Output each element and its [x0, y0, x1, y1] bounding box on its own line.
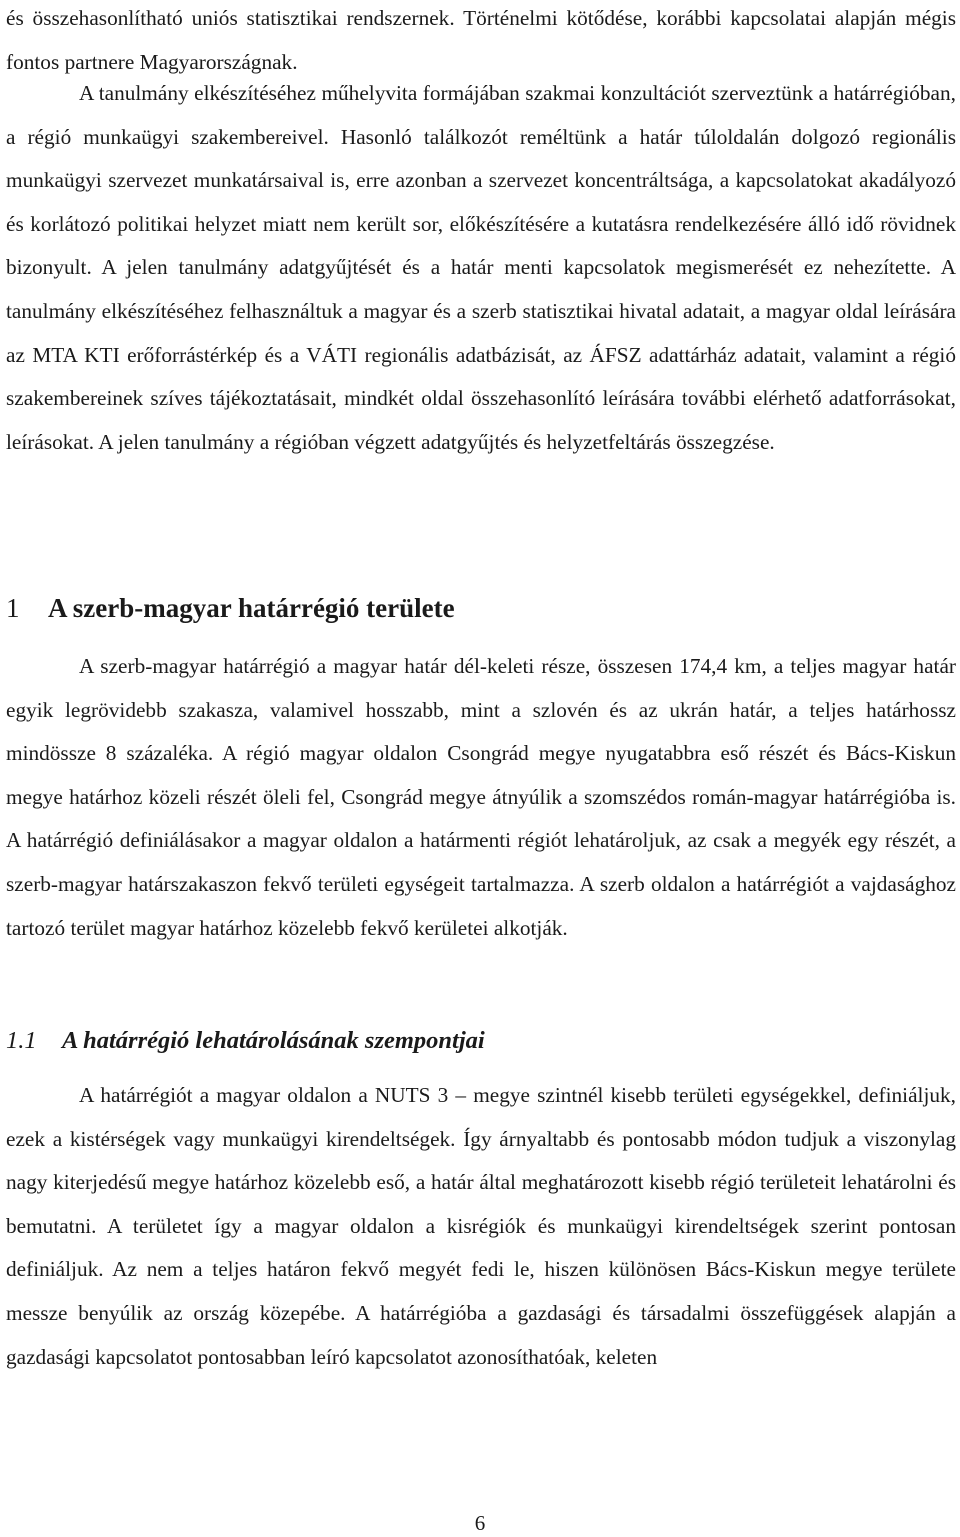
section-number: 1 [6, 593, 20, 623]
page-number: 6 [474, 1511, 486, 1535]
paragraph-delimitation: A határrégiót a magyar oldalon a NUTS 3 – megye szintnél kisebb területi egységekkel, definiáljuk, ezek a kistérségek vagy munkaügyi kirendeltségek. Így árnyaltabb és pontosabb módon tudjuk a viszonylag nagy kiterjedésű megye határhoz közelebb eső, a határ által meghatározott kisebb régió területeit lehatárolni és bemutatni. A területet így a magyar oldalon a kisrégiók és munkaügyi kirendeltségek szerint pontosan definiáljuk. Az nem a teljes határon fekvő megyét fedi le, hiszen különösen Bács-Kiskun megye területe messze benyúlik az ország közepébe. A határrégióba a gazdasági és társadalmi összefüggések alapján a gazdasági kapcsolatot pontosabban leíró kapcsolatot azonosíthatóak, keleten [6, 1083, 956, 1369]
section-heading-1 [6, 588, 455, 628]
subsection-heading-1-1 [6, 1021, 485, 1061]
paragraph-methodology: A tanulmány elkészítéséhez műhelyvita formájában szakmai konzultációt szerveztünk a határrégióban, a régió munkaügyi szakembereivel. Hasonló találkozót reméltünk a határ túloldalán dolgozó regionális munkaügyi szervezet munkatársaival is, erre azonban a szervezet koncentráltsága, a kapcsolatokat akadályozó és korlátozó politikai helyzet miatt nem került sor, előkészítésére a kutatásra rendelkezésére álló idő rövidnek bizonyult. A jelen tanulmány adatgyűjtését és a határ menti kapcsolatok megismerését ez nehezítette. A tanulmány elkészítéséhez felhasználtuk a magyar és a szerb statisztikai hivatal adatait, a magyar oldal leírására az MTA KTI erőforrástérkép és a VÁTI regionális adatbázisát, az ÁFSZ adattárház adatait, valamint a régió szakembereinek szíves tájékoztatásait, mindkét oldal összehasonlító leírására további elérhető adatforrásokat, leírásokat. A jelen tanulmány a régióban végzett adatgyűjtés és helyzetfeltárás összegzése. [6, 81, 956, 454]
section-title: A szerb-magyar határrégió területe [48, 593, 455, 623]
subsection-number: 1.1 [6, 1027, 37, 1054]
subsection-title: A határrégió lehatárolásának szempontjai [62, 1027, 485, 1054]
paragraph-intro-continuation: és összehasonlítható uniós statisztikai rendszernek. Történelmi kötődése, korábbi kapcsolatai alapján mégis fontos partnere Magyarországnak. [6, 6, 956, 74]
paragraph-region-description: A szerb-magyar határrégió a magyar határ dél-keleti része, összesen 174,4 km, a teljes magyar határ egyik legrövidebb szakasza, valamivel hosszabb, mint a szlovén és az ukrán határ, a teljes határhossz mindössze 8 százaléka. A régió magyar oldalon Csongrád megye nyugatabbra eső részét és Bács-Kiskun megye határhoz közeli részét öleli fel, Csongrád megye átnyúlik a szomszédos román-magyar határrégióba is. A határrégió definiálásakor a magyar oldalon a határmenti régiót lehatároljuk, az csak a megyék egy részét, a szerb-magyar határszakaszon fekvő területi egységeit tartalmazza. A szerb oldalon a határrégiót a vajdasághoz tartozó terület magyar határhoz közelebb fekvő kerületei alkotják. [6, 654, 956, 940]
